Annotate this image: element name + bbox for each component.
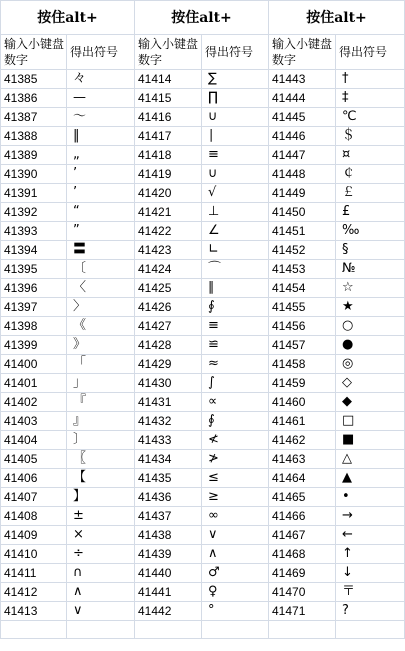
- symbol-cell: 〒: [336, 583, 405, 602]
- table-row: [1, 317, 405, 336]
- symbol-cell: ”: [67, 222, 135, 241]
- symbol-cell: 』: [67, 412, 135, 431]
- group-title: 按住alt+: [1, 1, 135, 35]
- alt-code-cell: 41462: [269, 431, 336, 450]
- alt-code-cell: 41450: [269, 203, 336, 222]
- symbol-cell: ∧: [202, 545, 269, 564]
- alt-code-cell: 41385: [1, 70, 67, 89]
- alt-code-cell: 41393: [1, 222, 67, 241]
- alt-code-cell: 41410: [1, 545, 67, 564]
- symbol-cell: ≡: [202, 317, 269, 336]
- symbol-cell: ×: [67, 526, 135, 545]
- symbol-cell: ～: [67, 108, 135, 127]
- symbol-cell: ∮: [202, 412, 269, 431]
- table-row: [1, 336, 405, 355]
- table-row: [1, 450, 405, 469]
- symbol-cell: ∪: [202, 165, 269, 184]
- alt-code-cell: 41434: [135, 450, 202, 469]
- alt-code-cell: 41398: [1, 317, 67, 336]
- alt-code-cell: 41407: [1, 488, 67, 507]
- table-row: [1, 279, 405, 298]
- symbol-cell: “: [67, 203, 135, 222]
- symbol-cell: 〉: [67, 298, 135, 317]
- alt-code-cell: 41419: [135, 165, 202, 184]
- alt-code-cell: 41415: [135, 89, 202, 108]
- symbol-cell: ↑: [336, 545, 405, 564]
- table-row: [1, 70, 405, 89]
- alt-code-cell: 41420: [135, 184, 202, 203]
- table-row: [1, 89, 405, 108]
- alt-code-cell: 41404: [1, 431, 67, 450]
- alt-code-cell: 41471: [269, 602, 336, 621]
- symbol-cell: ≤: [202, 469, 269, 488]
- alt-code-cell: 41423: [135, 241, 202, 260]
- table-row: [1, 241, 405, 260]
- table-row: [1, 298, 405, 317]
- alt-code-cell: 41413: [1, 602, 67, 621]
- symbol-cell: →: [336, 507, 405, 526]
- alt-code-cell: 41387: [1, 108, 67, 127]
- symbol-cell: 〕: [67, 431, 135, 450]
- symbol-cell: ○: [336, 317, 405, 336]
- alt-code-cell: 41465: [269, 488, 336, 507]
- alt-code-cell: 41460: [269, 393, 336, 412]
- symbol-cell: 〈: [67, 279, 135, 298]
- symbol-cell: ★: [336, 298, 405, 317]
- group-title: 按住alt+: [135, 1, 269, 35]
- symbol-cell: ‖: [67, 127, 135, 146]
- alt-code-cell: 41427: [135, 317, 202, 336]
- alt-code-cell: 41414: [135, 70, 202, 89]
- alt-code-cell: 41455: [269, 298, 336, 317]
- symbol-cell: ♀: [202, 583, 269, 602]
- symbol-cell: ≮: [202, 431, 269, 450]
- alt-code-cell: 41436: [135, 488, 202, 507]
- header-symbol: 得出符号: [336, 35, 405, 70]
- symbol-cell: ≥: [202, 488, 269, 507]
- symbol-cell: ∏: [202, 89, 269, 108]
- symbol-cell: ♂: [202, 564, 269, 583]
- alt-code-cell: 41396: [1, 279, 67, 298]
- alt-code-cell: 41432: [135, 412, 202, 431]
- symbol-cell: 々: [67, 70, 135, 89]
- empty-row: [1, 621, 405, 639]
- empty-cell: [135, 621, 202, 639]
- alt-code-cell: 41444: [269, 89, 336, 108]
- symbol-cell: ±: [67, 507, 135, 526]
- header-code: 输入小键盘数字: [135, 35, 202, 70]
- table-row: [1, 507, 405, 526]
- alt-code-cell: 41401: [1, 374, 67, 393]
- empty-cell: [202, 621, 269, 639]
- symbol-cell: ∑: [202, 70, 269, 89]
- alt-code-cell: 41453: [269, 260, 336, 279]
- symbol-cell: ℃: [336, 108, 405, 127]
- alt-code-cell: 41405: [1, 450, 67, 469]
- symbol-cell: ∧: [67, 583, 135, 602]
- symbol-cell: 〓: [67, 241, 135, 260]
- alt-code-cell: 41438: [135, 526, 202, 545]
- table-row: [1, 545, 405, 564]
- alt-code-cell: 41416: [135, 108, 202, 127]
- symbol-cell: ≈: [202, 355, 269, 374]
- alt-code-cell: 41394: [1, 241, 67, 260]
- alt-code-cell: 41446: [269, 127, 336, 146]
- symbol-cell: ∠: [202, 222, 269, 241]
- symbol-cell: □: [336, 412, 405, 431]
- symbol-cell: 》: [67, 336, 135, 355]
- alt-code-cell: 41392: [1, 203, 67, 222]
- alt-code-cell: 41442: [135, 602, 202, 621]
- alt-code-cell: 41406: [1, 469, 67, 488]
- alt-code-cell: 41402: [1, 393, 67, 412]
- empty-cell: [269, 621, 336, 639]
- alt-code-cell: 41389: [1, 146, 67, 165]
- alt-code-cell: 41464: [269, 469, 336, 488]
- table-row: [1, 355, 405, 374]
- symbol-cell: ∝: [202, 393, 269, 412]
- symbol-cell: 【: [67, 469, 135, 488]
- alt-code-cell: 41457: [269, 336, 336, 355]
- alt-code-cell: 41448: [269, 165, 336, 184]
- header-symbol: 得出符号: [67, 35, 135, 70]
- symbol-cell: ∨: [67, 602, 135, 621]
- symbol-cell: ↓: [336, 564, 405, 583]
- symbol-cell: ’: [67, 184, 135, 203]
- symbol-cell: 」: [67, 374, 135, 393]
- symbol-cell: 「: [67, 355, 135, 374]
- symbol-cell: „: [67, 146, 135, 165]
- alt-code-cell: 41449: [269, 184, 336, 203]
- alt-code-cell: 41470: [269, 583, 336, 602]
- empty-cell: [336, 621, 405, 639]
- alt-code-cell: 41400: [1, 355, 67, 374]
- alt-code-cell: 41421: [135, 203, 202, 222]
- symbol-cell: —: [67, 89, 135, 108]
- table-body: [1, 70, 405, 639]
- header-code: 输入小键盘数字: [269, 35, 336, 70]
- symbol-cell: §: [336, 241, 405, 260]
- alt-code-cell: 41430: [135, 374, 202, 393]
- symbol-cell: •: [336, 488, 405, 507]
- alt-code-cell: 41409: [1, 526, 67, 545]
- symbol-cell: 〔: [67, 260, 135, 279]
- symbol-cell: ☆: [336, 279, 405, 298]
- alt-code-cell: 41397: [1, 298, 67, 317]
- symbol-cell: ◇: [336, 374, 405, 393]
- alt-code-cell: 41454: [269, 279, 336, 298]
- symbol-cell: ∞: [202, 507, 269, 526]
- alt-code-cell: 41390: [1, 165, 67, 184]
- alt-code-cell: 41458: [269, 355, 336, 374]
- table-row: [1, 412, 405, 431]
- symbol-cell: 〖: [67, 450, 135, 469]
- symbol-cell: ＄: [336, 127, 405, 146]
- alt-code-cell: 41403: [1, 412, 67, 431]
- table-row: [1, 469, 405, 488]
- symbol-cell: ∨: [202, 526, 269, 545]
- group-title: 按住alt+: [269, 1, 405, 35]
- alt-code-cell: 41408: [1, 507, 67, 526]
- alt-code-cell: 41468: [269, 545, 336, 564]
- symbol-cell: ∪: [202, 108, 269, 127]
- symbol-cell: №: [336, 260, 405, 279]
- table-row: [1, 564, 405, 583]
- symbol-cell: ÷: [67, 545, 135, 564]
- alt-code-cell: 41461: [269, 412, 336, 431]
- title-row: [1, 1, 405, 35]
- alt-code-cell: 41452: [269, 241, 336, 260]
- alt-code-cell: 41399: [1, 336, 67, 355]
- header-code: 输入小键盘数字: [1, 35, 67, 70]
- table-row: [1, 203, 405, 222]
- symbol-cell: ⌒: [202, 260, 269, 279]
- symbol-cell: ∟: [202, 241, 269, 260]
- symbol-cell: ∣: [202, 127, 269, 146]
- symbol-cell: ■: [336, 431, 405, 450]
- symbol-cell: ?: [336, 602, 405, 621]
- alt-code-cell: 41437: [135, 507, 202, 526]
- header-row: [1, 35, 405, 70]
- alt-code-cell: 41451: [269, 222, 336, 241]
- empty-cell: [67, 621, 135, 639]
- alt-code-cell: 41447: [269, 146, 336, 165]
- symbol-cell: √: [202, 184, 269, 203]
- alt-code-cell: 41441: [135, 583, 202, 602]
- empty-cell: [1, 621, 67, 639]
- table-row: [1, 260, 405, 279]
- alt-code-cell: 41459: [269, 374, 336, 393]
- table-row: [1, 374, 405, 393]
- alt-code-cell: 41469: [269, 564, 336, 583]
- symbol-cell: ●: [336, 336, 405, 355]
- symbol-cell: ¤: [336, 146, 405, 165]
- alt-code-cell: 41388: [1, 127, 67, 146]
- table-row: [1, 583, 405, 602]
- table-row: [1, 146, 405, 165]
- symbol-cell: ‡: [336, 89, 405, 108]
- symbol-cell: △: [336, 450, 405, 469]
- symbol-cell: †: [336, 70, 405, 89]
- symbol-cell: ’: [67, 165, 135, 184]
- symbol-cell: ←: [336, 526, 405, 545]
- symbol-cell: 】: [67, 488, 135, 507]
- symbol-cell: ◆: [336, 393, 405, 412]
- table-row: [1, 165, 405, 184]
- alt-code-cell: 41440: [135, 564, 202, 583]
- symbol-cell: ◎: [336, 355, 405, 374]
- alt-code-cell: 41417: [135, 127, 202, 146]
- alt-code-cell: 41426: [135, 298, 202, 317]
- symbol-cell: ∩: [67, 564, 135, 583]
- table-row: [1, 602, 405, 621]
- alt-code-cell: 41443: [269, 70, 336, 89]
- table-row: [1, 184, 405, 203]
- symbol-cell: 《: [67, 317, 135, 336]
- symbol-cell: ￠: [336, 165, 405, 184]
- symbol-cell: ∥: [202, 279, 269, 298]
- symbol-cell: ≌: [202, 336, 269, 355]
- symbol-cell: ≯: [202, 450, 269, 469]
- alt-code-cell: 41435: [135, 469, 202, 488]
- symbol-cell: £: [336, 203, 405, 222]
- symbol-cell: ▲: [336, 469, 405, 488]
- alt-code-cell: 41425: [135, 279, 202, 298]
- symbol-cell: ￡: [336, 184, 405, 203]
- table-row: [1, 127, 405, 146]
- symbol-cell: °: [202, 602, 269, 621]
- table-row: [1, 108, 405, 127]
- table-row: [1, 526, 405, 545]
- alt-code-cell: 41386: [1, 89, 67, 108]
- symbol-cell: ‰: [336, 222, 405, 241]
- alt-code-cell: 41395: [1, 260, 67, 279]
- table-row: [1, 393, 405, 412]
- alt-code-cell: 41422: [135, 222, 202, 241]
- alt-code-cell: 41439: [135, 545, 202, 564]
- alt-code-cell: 41463: [269, 450, 336, 469]
- alt-code-cell: 41445: [269, 108, 336, 127]
- table-row: [1, 488, 405, 507]
- symbol-cell: 『: [67, 393, 135, 412]
- alt-code-cell: 41391: [1, 184, 67, 203]
- alt-code-cell: 41429: [135, 355, 202, 374]
- symbol-cell: ⊥: [202, 203, 269, 222]
- symbol-cell: ∮: [202, 298, 269, 317]
- alt-code-cell: 41418: [135, 146, 202, 165]
- alt-code-cell: 41412: [1, 583, 67, 602]
- alt-code-cell: 41456: [269, 317, 336, 336]
- symbol-cell: ∫: [202, 374, 269, 393]
- symbol-cell: ≡: [202, 146, 269, 165]
- table-row: [1, 222, 405, 241]
- alt-code-cell: 41424: [135, 260, 202, 279]
- alt-code-cell: 41428: [135, 336, 202, 355]
- alt-code-cell: 41411: [1, 564, 67, 583]
- header-symbol: 得出符号: [202, 35, 269, 70]
- table-row: [1, 431, 405, 450]
- alt-code-cell: 41433: [135, 431, 202, 450]
- alt-code-cell: 41466: [269, 507, 336, 526]
- alt-code-cell: 41431: [135, 393, 202, 412]
- alt-code-cell: 41467: [269, 526, 336, 545]
